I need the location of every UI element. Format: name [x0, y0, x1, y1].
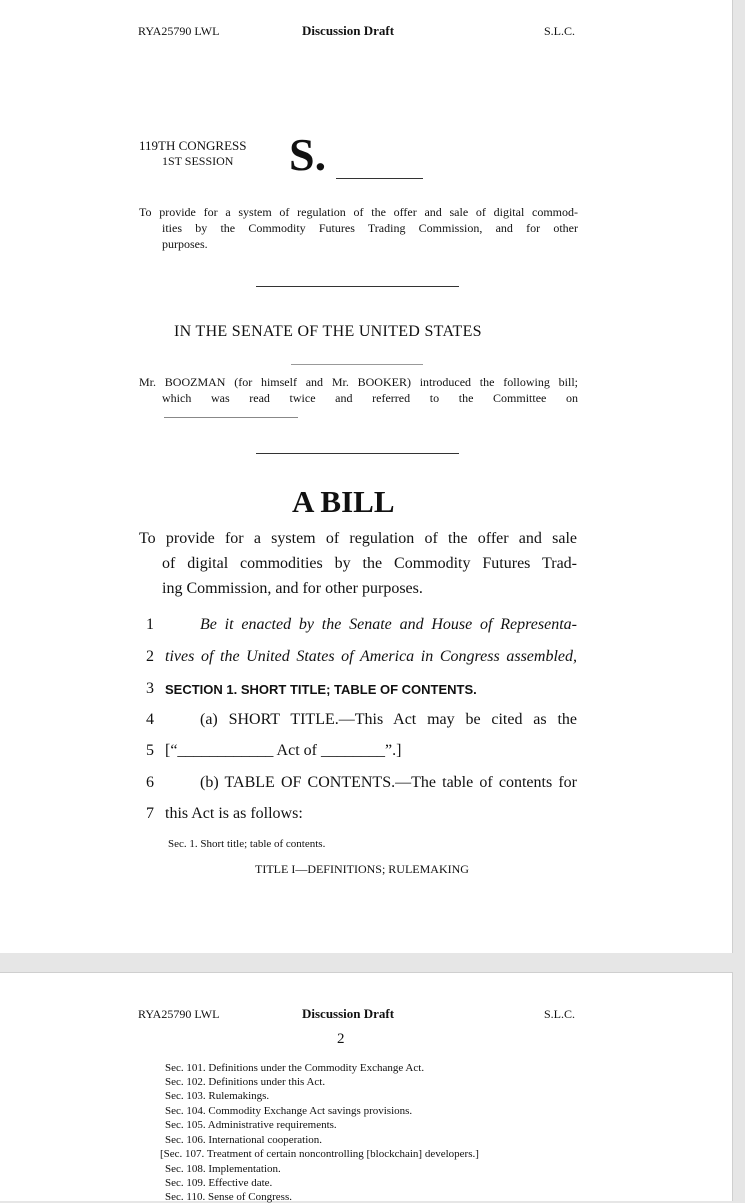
table-of-contents-line: (b) TABLE OF CONTENTS.—The table of contents for [200, 774, 577, 791]
header-discussion-draft: Discussion Draft [302, 23, 395, 38]
summary-line-2: ities by the Commodity Futures Trading Commission, and for other [162, 221, 578, 235]
congress-number: 119TH CONGRESS [139, 138, 247, 153]
summary-line-1: To provide for a system of regulation of the offer and sale of digital commod- [139, 205, 578, 219]
intro-line-1: Mr. BOOZMAN (for himself and Mr. BOOKER) introduced the following bill; [139, 375, 578, 389]
intro-line-2: which was read twice and referred to the Committee on [162, 391, 578, 405]
line-number: 4 [146, 711, 154, 728]
line-number: 5 [146, 742, 154, 759]
line-number: 3 [146, 680, 154, 697]
header-slc: S.L.C. [544, 1007, 576, 1021]
toc-entry: Sec. 104. Commodity Exchange Act savings provisions. [165, 1105, 413, 1117]
summary-line-3: purposes. [162, 237, 208, 251]
toc-entry: Sec. 103. Rulemakings. [165, 1090, 270, 1102]
bill-title: A BILL [292, 484, 395, 519]
purpose-line-2: of digital commodities by the Commodity Futures Trad- [162, 555, 577, 572]
line-number: 7 [146, 805, 154, 822]
toc-entry: [Sec. 107. Treatment of certain noncontrolling [blockchain] developers.] [160, 1148, 479, 1160]
toc-entry: Sec. 109. Effective date. [165, 1177, 273, 1189]
toc-entry: Sec. 108. Implementation. [165, 1163, 281, 1175]
header-discussion-draft: Discussion Draft [302, 1006, 395, 1021]
enacting-clause-line-2: tives of the United States of America in Congress assembled, [165, 648, 577, 665]
short-title-line: (a) SHORT TITLE.—This Act may be cited as the [200, 711, 577, 728]
page-number: 2 [337, 1031, 345, 1047]
header-docket-id: RYA25790 LWL [138, 24, 220, 38]
toc-entry: Sec. 102. Definitions under this Act. [165, 1076, 326, 1088]
bill-number-label: S. [289, 129, 327, 180]
short-title-blank-line: [“____________ Act of ________”.] [165, 742, 402, 759]
committee-blank [164, 417, 298, 418]
toc-intro-line: this Act is as follows: [165, 805, 303, 822]
toc-entry: Sec. 110. Sense of Congress. [165, 1191, 292, 1203]
header-slc: S.L.C. [544, 24, 576, 38]
section-heading: SECTION 1. SHORT TITLE; TABLE OF CONTENTS. [165, 682, 477, 697]
divider-rule-2 [256, 453, 459, 454]
enacting-clause-line-1: Be it enacted by the Senate and House of Representa- [200, 616, 577, 633]
toc-title-heading: TITLE I—DEFINITIONS; RULEMAKING [255, 862, 469, 876]
session-label: 1ST SESSION [162, 154, 234, 168]
line-number: 6 [146, 774, 154, 791]
toc-entry: Sec. 101. Definitions under the Commodity Exchange Act. [165, 1062, 425, 1074]
toc-entry: Sec. 105. Administrative requirements. [165, 1119, 337, 1131]
divider-rule-short [291, 364, 423, 365]
bill-number-blank [336, 178, 423, 179]
line-number: 1 [146, 616, 154, 633]
toc-entry: Sec. 1. Short title; table of contents. [168, 838, 326, 850]
line-number: 2 [146, 648, 154, 665]
document-page-2 [0, 972, 733, 1201]
purpose-line-1: To provide for a system of regulation of the offer and sale [139, 530, 577, 547]
divider-rule [256, 286, 459, 287]
purpose-line-3: ing Commission, and for other purposes. [162, 580, 423, 597]
toc-entry: Sec. 106. International cooperation. [165, 1134, 323, 1146]
chamber-heading: IN THE SENATE OF THE UNITED STATES [174, 323, 482, 340]
header-docket-id: RYA25790 LWL [138, 1007, 220, 1021]
